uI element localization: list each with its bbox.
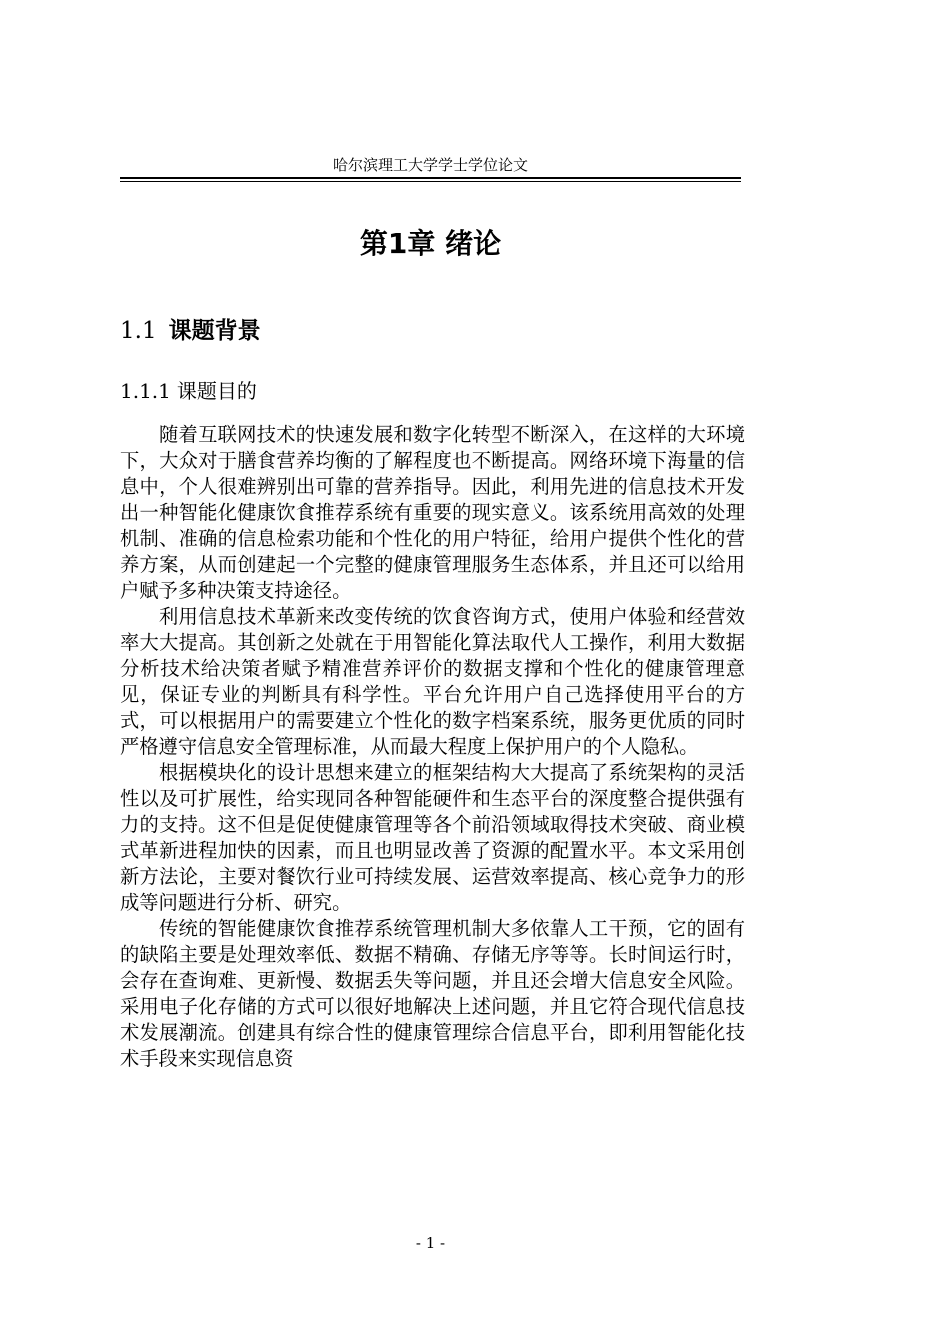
section-number: 1.1 bbox=[120, 318, 157, 344]
paragraph-3: 根据模块化的设计思想来建立的框架结构大大提高了系统架构的灵活性以及可扩展性，给实现同各种智能硬件和生态平台的深度整合提供强有力的支持。这不但是促使健康管理等各个前沿领域取得技术突破、商业模式革新进程加快的因素，而且也明显改善了资源的配置水平。本文采用创新方法论，主要对餐饮行业可持续发展、运营效率提高、核心竞争力的形成等问题进行分析、研究。 bbox=[120, 761, 745, 914]
running-header: 哈尔滨理工大学学士学位论文 bbox=[332, 156, 528, 174]
subsection-title: 课题目的 bbox=[176, 379, 257, 403]
chapter-title: 第1章 绪论 bbox=[359, 227, 502, 260]
paragraph-2: 利用信息技术革新来改变传统的饮食咨询方式，使用户体验和经营效率大大提高。其创新之处就在于用智能化算法取代人工操作，利用大数据分析技术给决策者赋予精准营养评价的数据支撑和个性化的健康管理意见，保证专业的判断具有科学性。平台允许用户自己选择使用平台的方式，可以根据用户的需要建立个性化的数字档案系统，服务更优质的同时严格遵守信息安全管理标准，从而最大程度上保护用户的个人隐私。 bbox=[120, 605, 745, 758]
subsection-heading bbox=[120, 374, 257, 408]
header-rule-thick bbox=[120, 177, 741, 179]
header-rule-thin bbox=[120, 181, 741, 182]
body-text bbox=[120, 422, 745, 1072]
page-number: - 1 - bbox=[415, 1234, 446, 1252]
section-heading bbox=[120, 313, 261, 349]
paragraph-1: 随着互联网技术的快速发展和数字化转型不断深入，在这样的大环境下，大众对于膳食营养均衡的了解程度也不断提高。网络环境下海量的信息中，个人很难辨别出可靠的营养指导。因此，利用先进的信息技术开发出一种智能化健康饮食推荐系统有重要的现实意义。该系统用高效的处理机制、准确的信息检索功能和个性化的用户特征，给用户提供个性化的营养方案，从而创建起一个完整的健康管理服务生态体系，并且还可以给用户赋予多种决策支持途径。 bbox=[120, 423, 745, 602]
paragraph-4: 传统的智能健康饮食推荐系统管理机制大多依靠人工干预，它的固有的缺陷主要是处理效率低、数据不精确、存储无序等等。长时间运行时，会存在查询难、更新慢、数据丢失等问题，并且还会增大信息安全风险。采用电子化存储的方式可以很好地解决上述问题，并且它符合现代信息技术发展潮流。创建具有综合性的健康管理综合信息平台，即利用智能化技术手段来实现信息资 bbox=[120, 917, 745, 1070]
subsection-number: 1.1.1 bbox=[120, 379, 171, 403]
section-title: 课题背景 bbox=[168, 318, 261, 344]
